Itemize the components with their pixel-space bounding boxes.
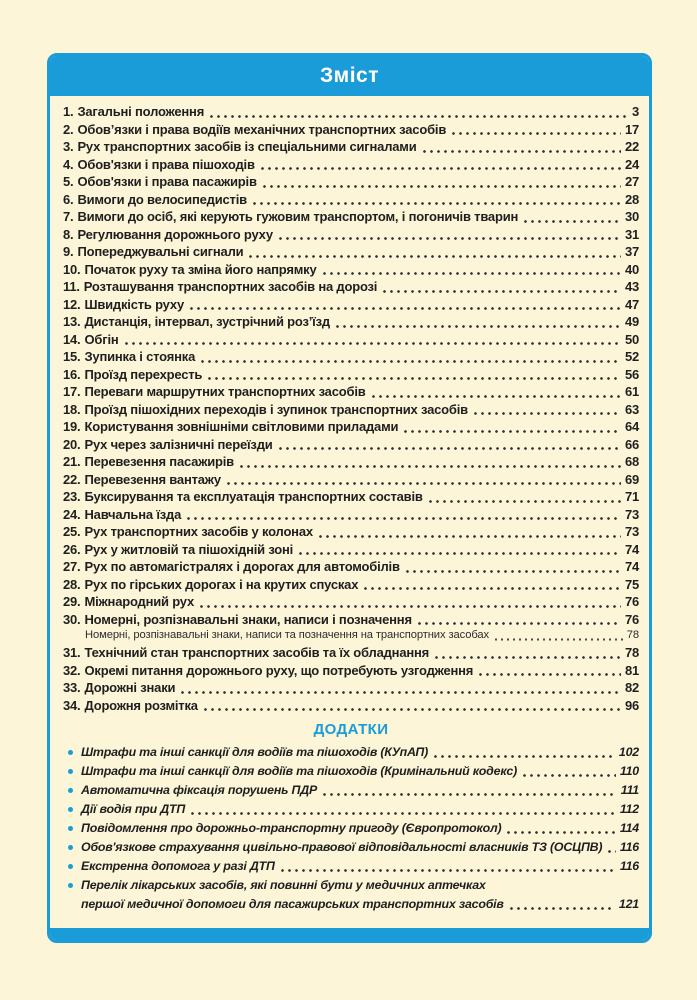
toc-item-page: 75 [624, 576, 639, 592]
dot-leader [404, 570, 621, 573]
toc-item-page: 24 [624, 156, 639, 172]
toc-item-number: 16. [63, 366, 81, 382]
toc-item-label: Вимоги до осіб, які керують гужовим транспортом, і погоничів тварин [77, 209, 519, 224]
toc-item-page: 40 [624, 261, 639, 277]
toc-item [63, 296, 639, 314]
toc-item-page: 82 [624, 680, 639, 695]
toc-item-page: 74 [624, 541, 639, 557]
appendix-item-line [81, 762, 639, 781]
toc-item-label: Міжнародний рух [84, 594, 195, 609]
toc-item-page: 63 [624, 401, 639, 417]
appendix-item [63, 743, 639, 762]
appendix-item [63, 781, 639, 800]
toc-item-label: Регулювання дорожнього руху [77, 226, 273, 242]
toc-item [63, 471, 639, 489]
dot-leader [381, 290, 621, 293]
dot-leader [317, 535, 621, 538]
toc-item [63, 243, 639, 261]
appendix-item-page: 116 [619, 859, 639, 873]
toc-item-number: 1. [63, 104, 74, 119]
toc-item-label: Обгін [84, 331, 119, 347]
appendix-item [63, 838, 639, 857]
toc-item-page: 17 [624, 121, 639, 137]
appendix-item-page: 116 [619, 840, 639, 854]
dot-leader [606, 850, 616, 853]
toc-item-label: Окремі питання дорожнього руху, що потребують узгодження [84, 662, 474, 678]
appendix-item-label: Екстренна допомога у разі ДТП [81, 859, 275, 873]
toc-item-number: 2. [63, 121, 74, 137]
toc-item-label: Обов'язки і права пасажирів [77, 174, 257, 189]
appendix-item [63, 857, 639, 876]
toc-item [63, 644, 639, 662]
dot-leader [472, 412, 621, 415]
footer-bar [50, 928, 649, 940]
toc-item-label: Рух транспортних засобів у колонах [84, 524, 313, 539]
toc-item [63, 173, 639, 191]
appendix-item-body [81, 781, 639, 800]
toc-item [63, 418, 639, 436]
toc-item-page: 30 [624, 209, 639, 224]
toc-item-label: Проїзд пішохідних переходів і зупинок транспортних засобів [84, 401, 468, 417]
toc-item-number: 8. [63, 226, 74, 242]
toc-item-number: 32. [63, 662, 81, 678]
dot-leader [202, 708, 621, 711]
toc-item [63, 331, 639, 349]
toc-item-number: 31. [63, 645, 81, 660]
toc-item-label: Перевезення пасажирів [84, 454, 234, 469]
appendix-item-line [81, 876, 639, 895]
bullet-icon [68, 826, 73, 831]
toc-item-page: 68 [624, 454, 639, 469]
appendix-item-label: Автоматична фіксація порушень ПДР [81, 783, 318, 797]
dot-leader [208, 115, 628, 118]
toc-item [63, 436, 639, 454]
dot-leader [277, 447, 621, 450]
toc-item-number: 20. [63, 436, 81, 452]
appendix-item-label2: першої медичної допомоги для пасажирських транспортних засобів [81, 897, 504, 911]
toc-item-page: 22 [624, 139, 639, 154]
appendix-item-line [81, 838, 639, 857]
toc-item-page: 71 [624, 489, 639, 504]
toc-item [63, 523, 639, 541]
dot-leader [370, 395, 621, 398]
toc-item-page: 47 [624, 296, 639, 312]
toc-item-page: 66 [624, 436, 639, 452]
toc-subitem-label: Номерні, розпізнавальні знаки, написи та позначення на транспортних засобах [85, 629, 490, 641]
toc-item [63, 593, 639, 611]
toc-item [63, 156, 639, 174]
dot-leader [251, 202, 621, 205]
toc-item-number: 5. [63, 174, 74, 189]
toc-item [63, 679, 639, 697]
appendix-item-page: 121 [618, 897, 639, 911]
toc-item-number: 14. [63, 331, 81, 347]
dot-leader [522, 220, 621, 223]
dot-leader [416, 622, 621, 625]
dot-leader [362, 587, 621, 590]
dot-leader [505, 831, 615, 834]
toc-item-number: 18. [63, 401, 81, 417]
toc-item-page: 50 [624, 331, 639, 347]
toc-item-number: 12. [63, 296, 81, 312]
toc-item [63, 662, 639, 680]
appendix-item-line [81, 819, 639, 838]
appendix-item-page: 112 [619, 802, 639, 816]
toc-item-number: 6. [63, 191, 74, 207]
appendix-item-page: 102 [618, 745, 639, 759]
toc-item-number: 21. [63, 454, 81, 469]
appendix-item-line [81, 895, 639, 914]
header-bar [50, 56, 649, 96]
dot-leader [279, 869, 616, 872]
toc-item [63, 401, 639, 419]
toc-item [63, 506, 639, 524]
toc-item-number: 9. [63, 244, 74, 259]
toc-item-page: 27 [624, 174, 639, 189]
appendix-item-body [81, 762, 639, 781]
toc-item [63, 261, 639, 279]
appendix-item-label: Штрафи та інші санкції для водіїв та пішоходів (Кримінальний кодекс) [81, 764, 518, 778]
toc-item [63, 103, 639, 121]
toc-item-number: 23. [63, 489, 81, 504]
toc-item-page: 61 [624, 384, 639, 399]
toc-item-number: 27. [63, 559, 81, 574]
toc-item-page: 52 [624, 349, 639, 364]
toc-item-label: Проїзд перехресть [84, 366, 203, 382]
toc-item [63, 121, 639, 139]
toc-item-label: Загальні положення [77, 104, 205, 119]
appendix-list [63, 743, 639, 914]
toc-item-page: 3 [631, 104, 639, 119]
toc-item-label: Дорожні знаки [84, 680, 176, 695]
dot-leader [477, 673, 621, 676]
appendix-title: ДОДАТКИ [313, 721, 389, 738]
bullet-icon [68, 788, 73, 793]
toc-item [63, 226, 639, 244]
toc-item-number: 13. [63, 314, 81, 329]
toc-item-number: 7. [63, 209, 74, 224]
toc-item-label: Рух через залізничні переїзди [84, 436, 273, 452]
toc-item [63, 366, 639, 384]
dot-leader [277, 237, 621, 240]
page-content [50, 96, 649, 928]
toc-item-number: 34. [63, 697, 81, 713]
dot-leader [421, 150, 621, 153]
toc-item-page: 81 [624, 662, 639, 678]
toc-item [63, 313, 639, 331]
appendix-item-line [81, 857, 639, 876]
toc-subitem [63, 628, 639, 643]
toc-item-number: 24. [63, 506, 81, 522]
dot-leader [450, 132, 621, 135]
appendix-item-label: Повідомлення про дорожньо-транспортну пригоду (Європротокол) [81, 821, 502, 835]
toc-item-page: 78 [624, 645, 639, 660]
dot-leader [238, 465, 621, 468]
toc-item-page: 96 [624, 697, 639, 713]
appendix-item [63, 762, 639, 781]
dot-leader [402, 430, 621, 433]
appendix-item-label: Обов'язкове страхування цивільно-правової відповідальності власників ТЗ (ОСЦПВ) [81, 840, 603, 854]
dot-leader [225, 482, 621, 485]
toc-item-number: 15. [63, 349, 81, 364]
toc-item-page: 69 [624, 471, 639, 487]
appendix-item-body [81, 819, 639, 838]
toc-item-label: Обов’язки і права водіїв механічних транспортних засобів [77, 121, 447, 137]
toc-item-page: 73 [624, 524, 639, 539]
toc-item-number: 3. [63, 139, 74, 154]
toc-item-page: 64 [624, 419, 639, 434]
toc-item-label: Рух по автомагістралях і дорогах для автомобілів [84, 559, 400, 574]
toc-item [63, 383, 639, 401]
dot-leader [297, 552, 621, 555]
dot-leader [432, 755, 615, 758]
page-title: Зміст [320, 64, 379, 87]
toc-item-page: 76 [624, 594, 639, 609]
appendix-item-label: Дії водія при ДТП [81, 802, 186, 816]
toc-item [63, 541, 639, 559]
toc-subitem-page: 78 [626, 629, 639, 641]
toc-item-page: 37 [624, 244, 639, 259]
toc-item-page: 73 [624, 506, 639, 522]
page-frame [47, 53, 652, 943]
toc-item-page: 74 [624, 559, 639, 574]
toc-item-label: Рух по гірських дорогах і на крутих спусках [84, 576, 359, 592]
appendix-item-body [81, 743, 639, 762]
toc-item-number: 33. [63, 680, 81, 695]
toc-list [63, 103, 639, 714]
appendix-item-page: 110 [619, 764, 639, 778]
toc-item [63, 208, 639, 226]
toc-item-page: 43 [624, 279, 639, 294]
bullet-icon [68, 807, 73, 812]
dot-leader [247, 255, 621, 258]
dot-leader [334, 325, 621, 328]
toc-item-label: Номерні, розпізнавальні знаки, написи і позначення [84, 611, 412, 627]
toc-item-page: 76 [624, 611, 639, 627]
toc-item [63, 453, 639, 471]
appendix-item-page: 114 [619, 821, 639, 835]
dot-leader [199, 360, 621, 363]
toc-item-label: Технічний стан транспортних засобів та їх обладнання [84, 645, 430, 660]
dot-leader [493, 638, 623, 641]
toc-item-label: Початок руху та зміна його напрямку [84, 261, 317, 277]
appendix-item-line [81, 781, 639, 800]
toc-item-label: Попереджувальні сигнали [77, 244, 244, 259]
dot-leader [198, 605, 621, 608]
toc-item-label: Буксирування та експлуатація транспортних составів [84, 489, 423, 504]
appendix-item-line [81, 800, 639, 819]
toc-item-number: 26. [63, 541, 81, 557]
bullet-icon [68, 883, 73, 888]
dot-leader [259, 167, 621, 170]
toc-item-page: 56 [624, 366, 639, 382]
toc-item-label: Дистанція, інтервал, зустрічний роз’їзд [84, 314, 330, 329]
toc-item-label: Навчальна їзда [84, 506, 182, 522]
dot-leader [123, 342, 621, 345]
toc-item-label: Обов'язки і права пішоходів [77, 156, 255, 172]
toc-item-label: Переваги маршрутних транспортних засобів [84, 384, 366, 399]
toc-item-number: 28. [63, 576, 81, 592]
toc-item-page: 49 [624, 314, 639, 329]
toc-item [63, 191, 639, 209]
toc-item [63, 278, 639, 296]
dot-leader [508, 907, 615, 910]
dot-leader [206, 377, 621, 380]
dot-leader [433, 656, 621, 659]
appendix-item-line [81, 743, 639, 762]
toc-item-number: 10. [63, 261, 81, 277]
appendix-item [63, 876, 639, 914]
toc-item-number: 25. [63, 524, 81, 539]
toc-item-number: 19. [63, 419, 81, 434]
appendix-item-body [81, 857, 639, 876]
appendix-item-body [81, 838, 639, 857]
dot-leader [185, 517, 621, 520]
bullet-icon [68, 845, 73, 850]
toc-item [63, 488, 639, 506]
toc-item-page: 28 [624, 191, 639, 207]
dot-leader [427, 500, 621, 503]
dot-leader [521, 774, 616, 777]
toc-item-number: 29. [63, 594, 81, 609]
toc-item [63, 138, 639, 156]
toc-item-label: Користування зовнішніми світловими приладами [84, 419, 399, 434]
dot-leader [321, 272, 621, 275]
toc-item-number: 4. [63, 156, 74, 172]
toc-item [63, 558, 639, 576]
toc-item-label: Перевезення вантажу [84, 471, 221, 487]
toc-item-number: 11. [63, 279, 80, 294]
toc-item-label: Розташування транспортних засобів на дорозі [83, 279, 378, 294]
bullet-icon [68, 864, 73, 869]
toc-item [63, 576, 639, 594]
appendix-item-body [81, 876, 639, 914]
toc-item [63, 348, 639, 366]
toc-item-page: 31 [624, 226, 639, 242]
dot-leader [189, 812, 616, 815]
toc-item-number: 30. [63, 611, 81, 627]
appendix-item-page: 111 [620, 783, 639, 797]
toc-item-number: 22. [63, 471, 81, 487]
dot-leader [188, 307, 621, 310]
appendix-item-label: Перелік лікарських засобів, які повинні бути у медичних аптечках [81, 878, 486, 892]
dot-leader [261, 185, 621, 188]
dot-leader [179, 691, 621, 694]
bullet-icon [68, 769, 73, 774]
toc-item [63, 611, 639, 629]
dot-leader [321, 793, 617, 796]
appendix-item-body [81, 800, 639, 819]
appendix-item [63, 800, 639, 819]
appendix-item-label: Штрафи та інші санкції для водіїв та пішоходів (КУпАП) [81, 745, 429, 759]
toc-item [63, 697, 639, 715]
toc-item-label: Рух транспортних засобів із спеціальними сигналами [77, 139, 417, 154]
appendix-item [63, 819, 639, 838]
toc-item-label: Рух у житловій та пішохідній зоні [84, 541, 294, 557]
toc-item-label: Швидкість руху [84, 296, 185, 312]
toc-item-number: 17. [63, 384, 81, 399]
bullet-icon [68, 750, 73, 755]
toc-item-label: Зупинка і стоянка [84, 349, 196, 364]
toc-item-label: Дорожня розмітка [84, 697, 198, 713]
toc-item-label: Вимоги до велосипедистів [77, 191, 247, 207]
